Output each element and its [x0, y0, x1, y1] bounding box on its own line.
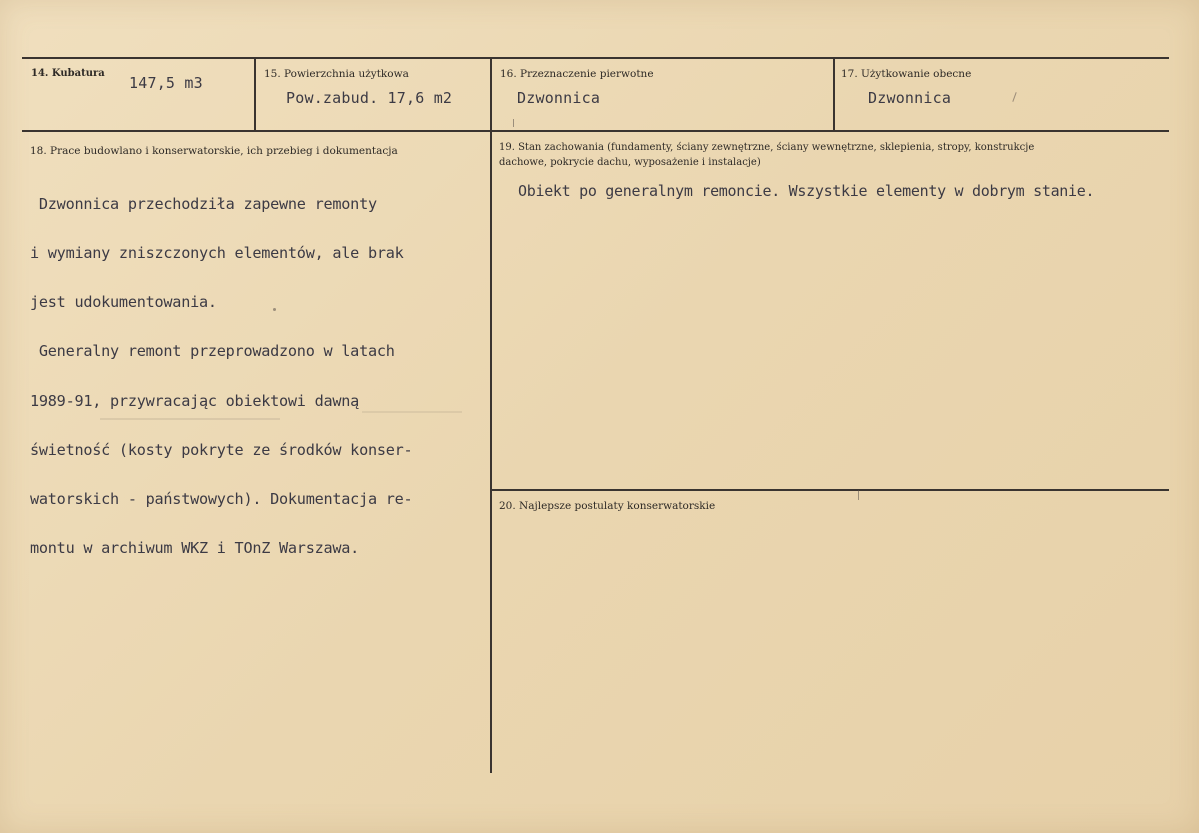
field-18-line: montu w archiwum WKZ i TOnZ Warszawa.: [30, 539, 360, 558]
paper-mark: [362, 411, 462, 413]
field-17-label: 17. Użytkowanie obecne: [841, 68, 972, 80]
field-19-label-line-1: 19. Stan zachowania (fundamenty, ściany zewnętrzne, ściany wewnętrzne, sklepienia, stropy, konstrukcje: [499, 142, 1035, 153]
field-18-line: jest udokumentowania.: [30, 293, 217, 312]
field-16-value: Dzwonnica: [517, 89, 601, 107]
paper-mark: [100, 418, 280, 420]
field-20-label: 20. Najlepsze postulaty konserwatorskie: [499, 500, 716, 512]
field-18-line: Generalny remont przeprowadzono w latach: [30, 342, 395, 361]
field-18-line: watorskich - państwowych). Dokumentacja re-: [30, 490, 413, 509]
col-divider-3: [833, 58, 835, 130]
field-19-label-line-2: dachowe, pokrycie dachu, wyposażenie i instalacje): [499, 157, 761, 168]
field-18-line: 1989-91, przywracając obiektowi dawną: [30, 391, 360, 410]
field-16-label: 16. Przeznaczenie pierwotne: [500, 68, 654, 80]
field-14-title: Kubatura: [51, 68, 105, 79]
paper-mark: [273, 308, 276, 311]
row-divider-line: [22, 130, 1169, 132]
field-17-value: Dzwonnica: [868, 89, 952, 107]
field-18-line: świetność (kosty pokryte ze środków konser-: [30, 440, 413, 459]
col-divider-1: [254, 58, 256, 130]
field-18-line: i wymiany zniszczonych elementów, ale brak: [30, 244, 404, 263]
section-19-20-divider: [491, 489, 1169, 491]
field-14-label: [31, 66, 105, 82]
paper-mark: [1012, 92, 1016, 102]
col-divider-2: [490, 58, 492, 773]
field-15-value: Pow.zabud. 17,6 m2: [286, 89, 453, 107]
field-14-number: 14.: [31, 68, 49, 79]
field-18-text: [30, 163, 412, 590]
top-border-line: [22, 57, 1169, 59]
field-15-label: 15. Powierzchnia użytkowa: [264, 68, 409, 80]
field-18-label: 18. Prace budowlano i konserwatorskie, ich przebieg i dokumentacja: [30, 145, 398, 157]
paper-mark: [858, 490, 859, 500]
paper-mark: [513, 119, 514, 127]
field-18-line: Dzwonnica przechodziła zapewne remonty: [30, 194, 377, 213]
field-19-value: Obiekt po generalnym remoncie. Wszystkie elementy w dobrym stanie.: [518, 182, 1095, 200]
field-14-value: 147,5 m3: [129, 74, 203, 92]
